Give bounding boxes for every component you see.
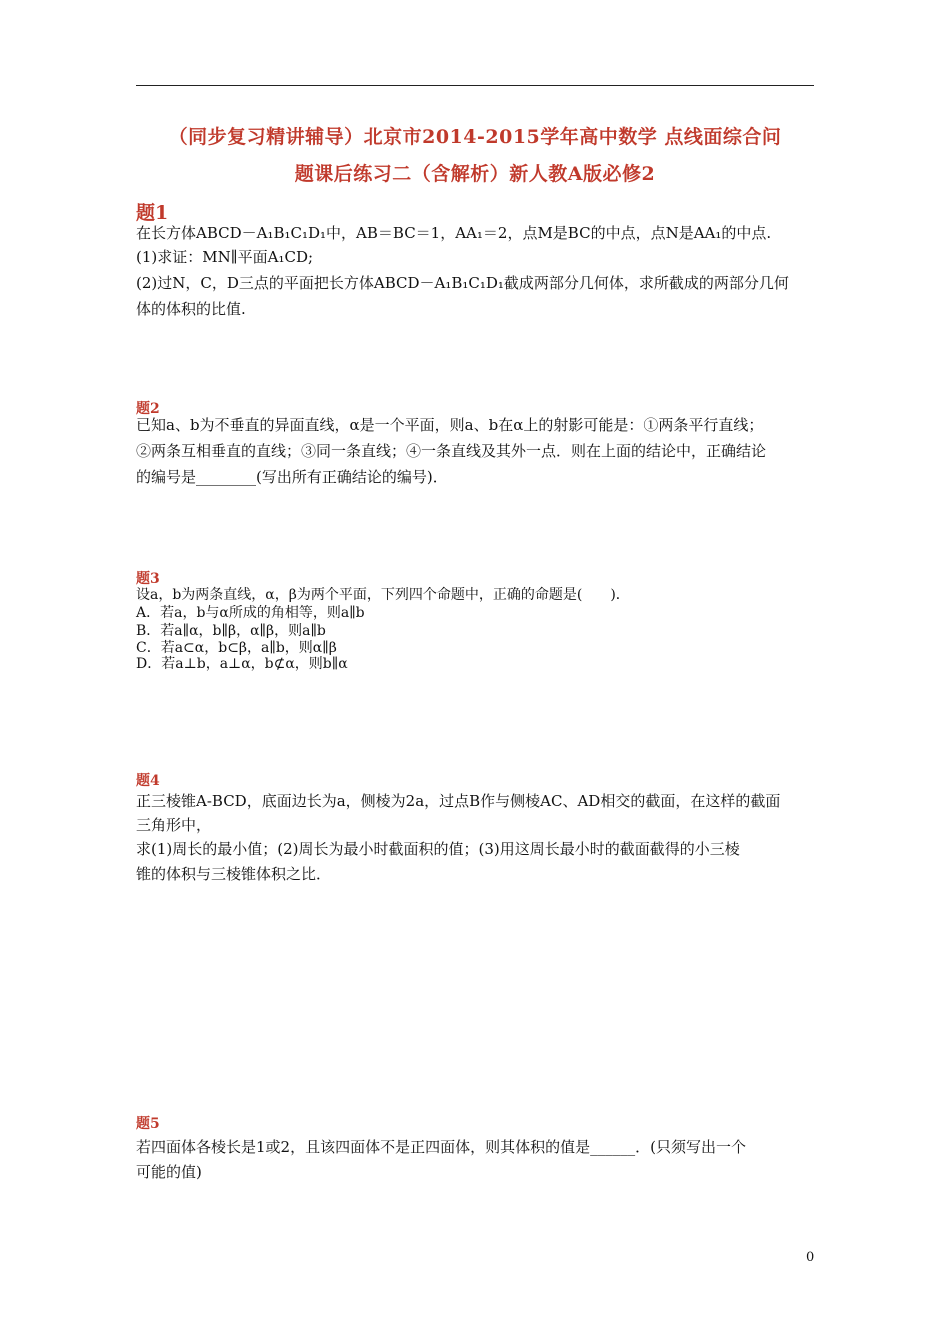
question-2-heading: 题2 xyxy=(136,401,160,417)
question-2-line: ②两条互相垂直的直线；③同一条直线；④一条直线及其外一点．则在上面的结论中，正确结论 xyxy=(136,442,767,460)
question-3-heading: 题3 xyxy=(136,571,160,587)
question-3-option-d: D．若a⊥b，a⊥α，b⊄α，则b∥α xyxy=(136,656,348,672)
question-1-line: (1)求证：MN∥平面A₁CD; xyxy=(136,248,314,266)
question-4-line: 求(1)周长的最小值；(2)周长为最小时截面积的值；(3)用这周长最小时的截面截得的小三棱 xyxy=(136,840,740,858)
question-4-heading: 题4 xyxy=(136,773,160,789)
question-4-line: 锥的体积与三棱锥体积之比． xyxy=(136,865,332,883)
document-title-line-1: （同步复习精讲辅导）北京市2014-2015学年高中数学 点线面综合问 xyxy=(168,126,782,148)
header-rule xyxy=(136,85,814,86)
page-number: 0 xyxy=(806,1250,815,1265)
question-1-line: 体的体积的比值. xyxy=(136,300,246,318)
question-3-option-a: A．若a，b与α所成的角相等，则a∥b xyxy=(136,605,365,621)
question-4-line: 三角形中， xyxy=(136,816,212,834)
question-3-option-b: B．若a∥α，b∥β，α∥β，则a∥b xyxy=(136,623,326,639)
question-1-heading: 题1 xyxy=(136,202,169,224)
question-3-option-c: C．若a⊂α，b⊂β，a∥b，则α∥β xyxy=(136,640,337,656)
question-4-line: 正三棱锥A-BCD，底面边长为a，侧棱为2a，过点B作与侧棱AC、AD相交的截面，在这样的截面 xyxy=(136,792,781,810)
document-title-line-2: 题课后练习二（含解析）新人教A版必修2 xyxy=(294,163,656,185)
question-2-line: 已知a、b为不垂直的异面直线，α是一个平面，则a、b在α上的射影可能是：①两条平行直线； xyxy=(136,416,764,434)
question-1-line: (2)过N，C，D三点的平面把长方体ABCD－A₁B₁C₁D₁截成两部分几何体，求所截成的两部分几何 xyxy=(136,274,789,292)
question-3-line: 设a，b为两条直线，α，β为两个平面，下列四个命题中，正确的命题是( )． xyxy=(136,587,630,603)
question-5-line: 可能的值) xyxy=(136,1163,202,1181)
question-2-line: 的编号是________(写出所有正确结论的编号)． xyxy=(136,468,448,486)
question-5-line: 若四面体各棱长是1或2，且该四面体不是正四面体，则其体积的值是______．(只须写出一个 xyxy=(136,1138,746,1156)
question-5-heading: 题5 xyxy=(136,1116,160,1132)
question-1-line: 在长方体ABCD－A₁B₁C₁D₁中，AB＝BC＝1，AA₁＝2，点M是BC的中点，点N是AA₁的中点. xyxy=(136,224,772,242)
